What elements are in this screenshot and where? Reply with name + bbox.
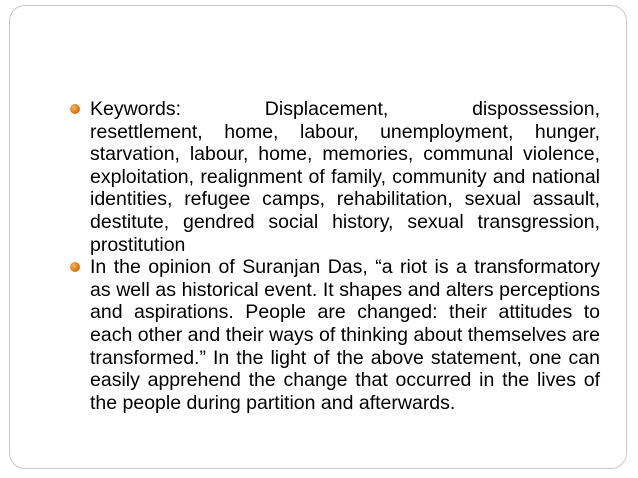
keywords-label: Keywords: — [90, 98, 182, 120]
bullet-list — [70, 98, 600, 414]
quote-paragraph: In the opinion of Suranjan Das, “a riot is a transformatory as well as historical event. It shapes and alters perceptions and aspirations. People are changed: their attitudes to each other and their ways of thinking about themselves are transformed.” In the light of the above statement, one can easily apprehend the change that occurred in the lives of the people during partition and afterwards. — [90, 256, 600, 414]
bullet-dot-icon — [70, 104, 80, 114]
keyword-term: dispossession, — [472, 98, 600, 120]
keywords-heading-line — [90, 98, 600, 121]
keyword-term: Displacement, — [264, 98, 389, 120]
keywords-text: resettlement, home, labour, unemployment, hunger, starvation, labour, home, memories, communal violence, exploitation, realignment of family, community and national identities, refugee camps, rehabilitation, sexual assault, destitute, gendred social history, sexual transgression, prostitution — [90, 120, 600, 256]
bullet-dot-icon — [70, 262, 80, 272]
bullet-item-keywords — [70, 98, 600, 256]
bullet-item-quote — [70, 256, 600, 414]
